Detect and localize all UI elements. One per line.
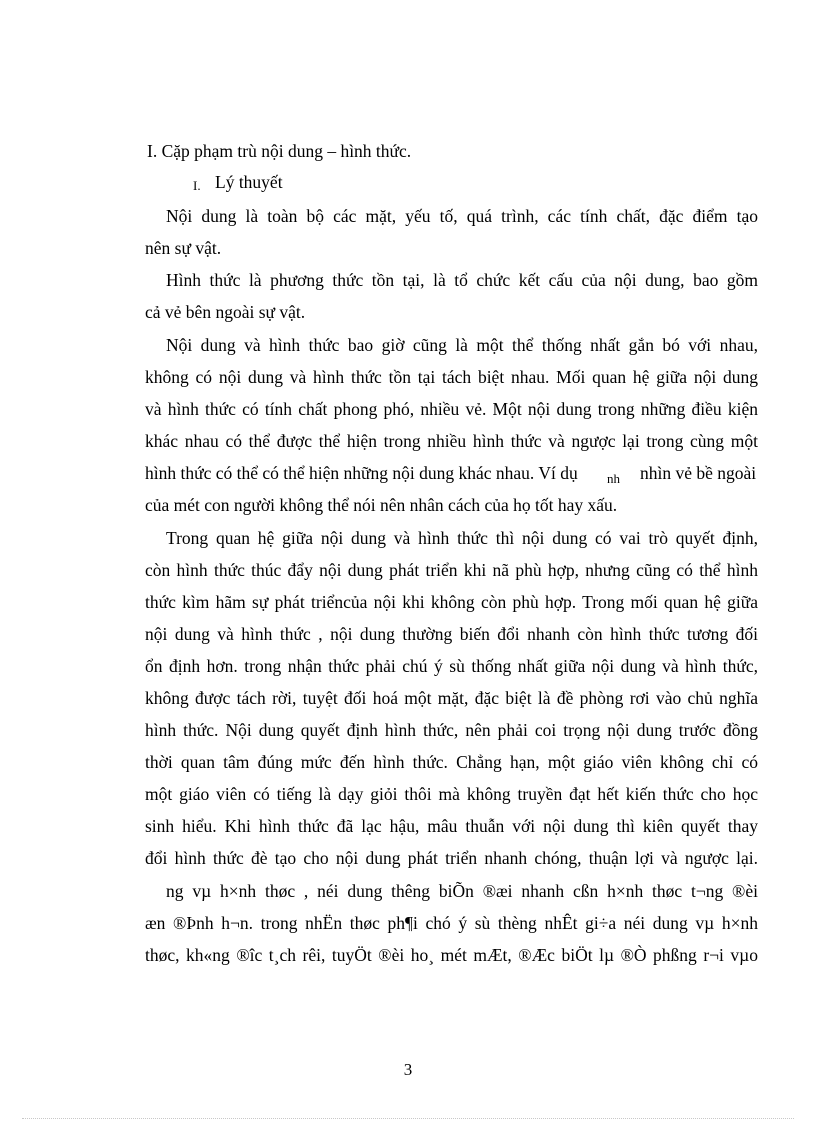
subheading: Lý thuyết: [215, 172, 283, 192]
body-line: ổn định hơn. trong nhận thức phải chú ý sù thống nhất giữa nội dung và hình thức,: [145, 656, 758, 676]
body-line: nên sự vật.: [145, 238, 222, 258]
section-heading: I. Cặp phạm trù nội dung – hình thức.: [147, 141, 412, 161]
body-line: thời quan tâm đúng mức đến hình thức. Chẳng hạn, một giáo viên không chỉ có: [145, 752, 758, 772]
body-line: thức kìm hãm sự phát triểncủa nội khi không còn phù hợp. Trong mối quan hệ giữa: [145, 592, 758, 612]
garbled-line: thøc, kh«ng ®îc t¸ch rêi, tuyÖt ®èi ho¸ mét mÆt, ®Æc biÖt lµ ®Ò phßng r¬i vµo: [145, 945, 758, 965]
inline-fragment: nh: [607, 471, 620, 486]
body-line: nội dung và hình thức , nội dung thường biến đổi nhanh còn hình thức tương đối: [145, 624, 758, 644]
body-line: Trong quan hệ giữa nội dung và hình thức thì nội dung có vai trò quyết định,: [166, 528, 758, 548]
body-line: cả vẻ bên ngoài sự vật.: [145, 302, 306, 322]
body-line: hình thức. Nội dung quyết định hình thức, nên phải coi trọng nội dung trước đồng: [145, 720, 758, 740]
body-line: Nội dung và hình thức bao giờ cũng là một thể thống nhất gắn bó với nhau,: [166, 335, 758, 355]
body-line: đổi hình thức đè tạo cho nội dung phát triển nhanh chóng, thuận lợi và ngược lại.: [145, 848, 758, 868]
page-number: 3: [403, 1060, 413, 1079]
body-line: và hình thức có tính chất phong phó, nhiều vẻ. Một nội dung trong những điều kiện: [145, 399, 758, 419]
body-line: không có nội dung và hình thức tồn tại tách biệt nhau. Mối quan hệ giữa nội dung: [145, 367, 758, 387]
body-line: của mét con người không thể nói nên nhân cách của họ tốt hay xấu.: [145, 495, 618, 515]
body-line: khác nhau có thể được thể hiện trong nhiều hình thức và ngược lại trong cùng một: [145, 431, 758, 451]
body-line: Hình thức là phương thức tồn tại, là tổ chức kết cấu của nội dung, bao gồm: [166, 270, 758, 290]
body-line: sinh hiểu. Khi hình thức đã lạc hậu, mâu thuẫn với nội dung thì kiên quyết thay: [145, 816, 758, 836]
garbled-line: ng vµ h×nh thøc , néi dung thêng biÕn ®æi nhanh cßn h×nh thøc t¬ng ®èi: [166, 881, 758, 901]
body-line: nhìn vẻ bề ngoài: [640, 463, 757, 483]
body-line: Nội dung là toàn bộ các mặt, yếu tố, quá trình, các tính chất, đặc điểm tạo: [166, 206, 758, 226]
page-bottom-divider: [22, 1118, 794, 1119]
body-line: không được tách rời, tuyệt đối hoá một mặt, đặc biệt là đề phòng rơi vào chủ nghĩa: [145, 688, 758, 708]
subheading-number: I.: [193, 178, 201, 193]
body-line: còn hình thức thúc đẩy nội dung phát triển khi nã phù hợp, nhưng cũng có thể hình: [145, 560, 758, 580]
body-line: một giáo viên có tiếng là dạy giỏi thôi mà không truyền đạt hết kiến thức cho học: [145, 784, 758, 804]
garbled-line: æn ®Þnh h¬n. trong nhËn thøc ph¶i chó ý sù thèng nhÊt gi÷a néi dung vµ h×nh: [145, 913, 758, 933]
body-line: hình thức có thể có thể hiện những nội dung khác nhau. Ví dụ: [145, 463, 578, 483]
